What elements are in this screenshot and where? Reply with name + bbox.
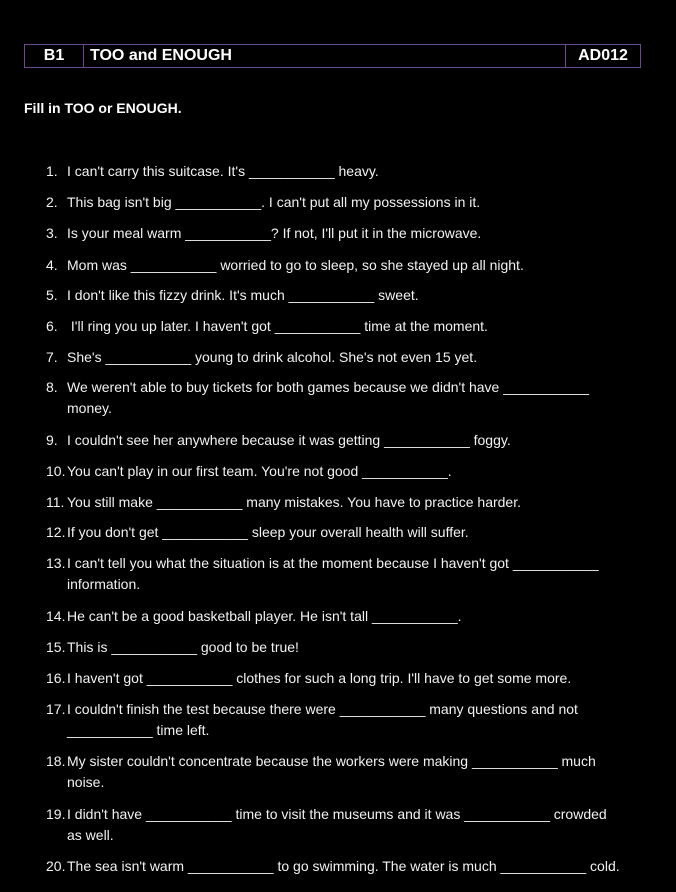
question-item <box>46 347 646 368</box>
question-item <box>46 377 646 419</box>
question-number: 3. <box>46 225 58 241</box>
worksheet-header <box>24 44 641 68</box>
question-text: I can't tell you what the situation is at the moment because I haven't got ___________ <box>67 555 599 571</box>
question-line <box>46 606 646 627</box>
question-text: I haven't got ___________ clothes for such a long trip. I'll have to get some more. <box>67 670 572 686</box>
question-item <box>46 255 646 276</box>
question-line <box>46 161 646 182</box>
question-text: My sister couldn't concentrate because the workers were making ___________ much <box>67 753 596 769</box>
question-line <box>46 751 646 772</box>
question-line <box>46 430 646 451</box>
question-continuation: information. <box>67 576 141 592</box>
instruction: Fill in TOO or ENOUGH. <box>24 100 182 116</box>
question-number: 11. <box>46 494 65 510</box>
question-continuation: ___________ time left. <box>67 722 210 738</box>
question-number: 18. <box>46 753 66 769</box>
level-label: B1 <box>25 45 84 67</box>
question-continuation: as well. <box>67 827 114 843</box>
question-text: I can't carry this suitcase. It's ___________ heavy. <box>67 163 379 179</box>
question-line <box>46 492 646 513</box>
question-number: 14. <box>46 608 66 624</box>
question-item <box>46 192 646 213</box>
question-text: I don't like this fizzy drink. It's much ___________ sweet. <box>67 287 419 303</box>
question-item <box>46 461 646 482</box>
question-line <box>46 856 646 877</box>
question-text: You can't play in our first team. You're not good ___________. <box>67 463 452 479</box>
question-item <box>46 316 646 337</box>
question-text: He can't be a good basketball player. He isn't tall ___________. <box>67 608 462 624</box>
question-line <box>46 668 646 689</box>
question-text: If you don't get ___________ sleep your overall health will suffer. <box>67 524 469 540</box>
question-line <box>46 461 646 482</box>
question-line <box>46 255 646 276</box>
question-number: 17. <box>46 701 66 717</box>
question-line <box>46 377 646 398</box>
question-text: We weren't able to buy tickets for both games because we didn't have ___________ <box>67 379 589 395</box>
question-text: I couldn't finish the test because there were ___________ many questions and not <box>67 701 578 717</box>
question-line <box>46 699 646 720</box>
question-item <box>46 285 646 306</box>
question-item <box>46 606 646 627</box>
worksheet-title: TOO and ENOUGH <box>90 47 232 64</box>
question-number: 5. <box>46 287 58 303</box>
question-text: Mom was ___________ worried to go to sleep, so she stayed up all night. <box>67 257 524 273</box>
question-item <box>46 522 646 543</box>
question-text: I'll ring you up later. I haven't got ___________ time at the moment. <box>67 318 488 334</box>
question-item <box>46 553 646 595</box>
question-number: 13. <box>46 555 66 571</box>
question-line <box>46 192 646 213</box>
question-number: 7. <box>46 349 58 365</box>
question-item <box>46 430 646 451</box>
question-line <box>46 347 646 368</box>
question-text: This bag isn't big ___________. I can't put all my possessions in it. <box>67 194 481 210</box>
question-line <box>46 637 646 658</box>
question-text: I didn't have ___________ time to visit the museums and it was ___________ crowded <box>67 806 607 822</box>
question-line <box>46 522 646 543</box>
question-number: 12. <box>46 524 66 540</box>
question-item <box>46 856 646 877</box>
question-item <box>46 161 646 182</box>
question-number: 8. <box>46 379 58 395</box>
question-text: You still make ___________ many mistakes. You have to practice harder. <box>67 494 521 510</box>
question-number: 19. <box>46 806 66 822</box>
question-text: She's ___________ young to drink alcohol. She's not even 15 yet. <box>67 349 478 365</box>
question-number: 16. <box>46 670 66 686</box>
question-number: 4. <box>46 257 58 273</box>
question-line <box>46 553 646 574</box>
question-line <box>46 804 646 825</box>
question-item <box>46 223 646 244</box>
question-line <box>46 285 646 306</box>
question-item <box>46 637 646 658</box>
question-item <box>46 699 646 741</box>
question-text: Is your meal warm ___________? If not, I'll put it in the microwave. <box>67 225 482 241</box>
question-continuation: money. <box>67 400 112 416</box>
question-item <box>46 804 646 846</box>
question-text: I couldn't see her anywhere because it was getting ___________ foggy. <box>67 432 511 448</box>
question-number: 2. <box>46 194 58 210</box>
question-continuation: noise. <box>67 774 105 790</box>
question-number: 9. <box>46 432 58 448</box>
question-number: 1. <box>46 163 58 179</box>
question-line <box>46 316 646 337</box>
question-item <box>46 492 646 513</box>
question-number: 6. <box>46 318 58 334</box>
question-item <box>46 668 646 689</box>
question-item <box>46 751 646 793</box>
question-number: 20. <box>46 858 66 874</box>
question-number: 15. <box>46 639 66 655</box>
question-line <box>46 223 646 244</box>
question-text: This is ___________ good to be true! <box>67 639 299 655</box>
question-number: 10. <box>46 463 66 479</box>
question-text: The sea isn't warm ___________ to go swimming. The water is much ___________ cold. <box>67 858 620 874</box>
worksheet-code: AD012 <box>565 45 640 67</box>
